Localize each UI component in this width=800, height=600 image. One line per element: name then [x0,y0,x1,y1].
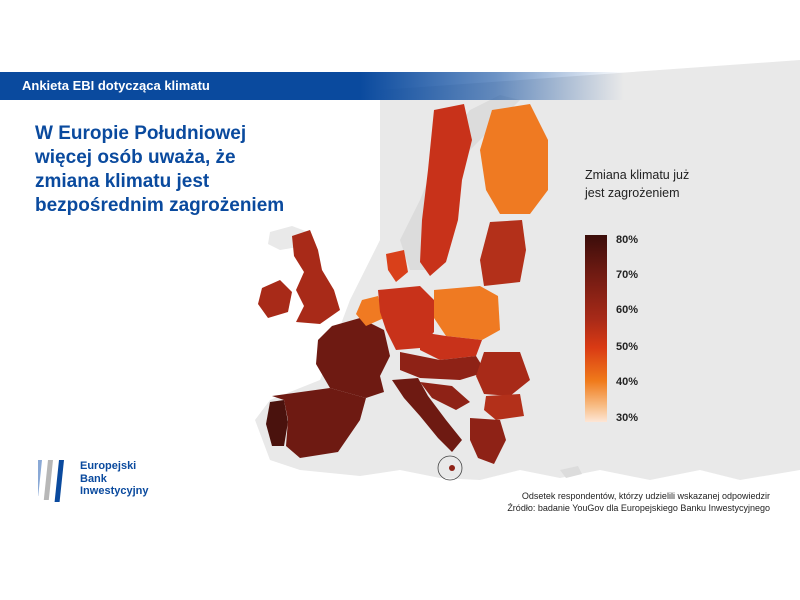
legend-tick: 70% [616,269,639,281]
legend-title [585,166,689,202]
legend-title-line: Zmiana klimatu już [585,168,690,182]
headline-line: zmiana klimatu jest [35,171,210,192]
legend-tick: 40% [616,376,639,388]
headline-line: więcej osób uważa, że [35,147,236,168]
headline [35,122,335,218]
header-bar [0,72,800,100]
legend-tick: 60% [616,304,639,316]
legend-tick: 30% [616,412,639,424]
legend-tick: 80% [616,234,639,246]
source-note [507,490,770,514]
headline-line: bezpośrednim zagrożeniem [35,195,285,216]
source-line: Odsetek respondentów, którzy udzielili wskazanej odpowiedzir [521,491,770,501]
legend-color-scale [585,235,607,422]
logo-line: Europejski [80,460,137,472]
poland [434,286,500,340]
legend-title-line: jest zagrożeniem [585,186,680,200]
legend-tick: 50% [616,341,639,353]
headline-line: W Europie Południowej [35,123,247,144]
malta [449,465,455,471]
logo-line: Inwestycyjny [80,485,149,497]
uk [292,230,340,324]
logo-line: Bank [80,472,107,485]
eib-logo-text [80,460,148,498]
header-title: Ankieta EBI dotycząca klimatu [22,78,210,93]
source-line: Źródło: badanie YouGov dla Europejskiego Banku Inwestycyjnego [507,503,770,513]
eib-logo-icon [38,460,74,502]
ireland [258,280,292,318]
